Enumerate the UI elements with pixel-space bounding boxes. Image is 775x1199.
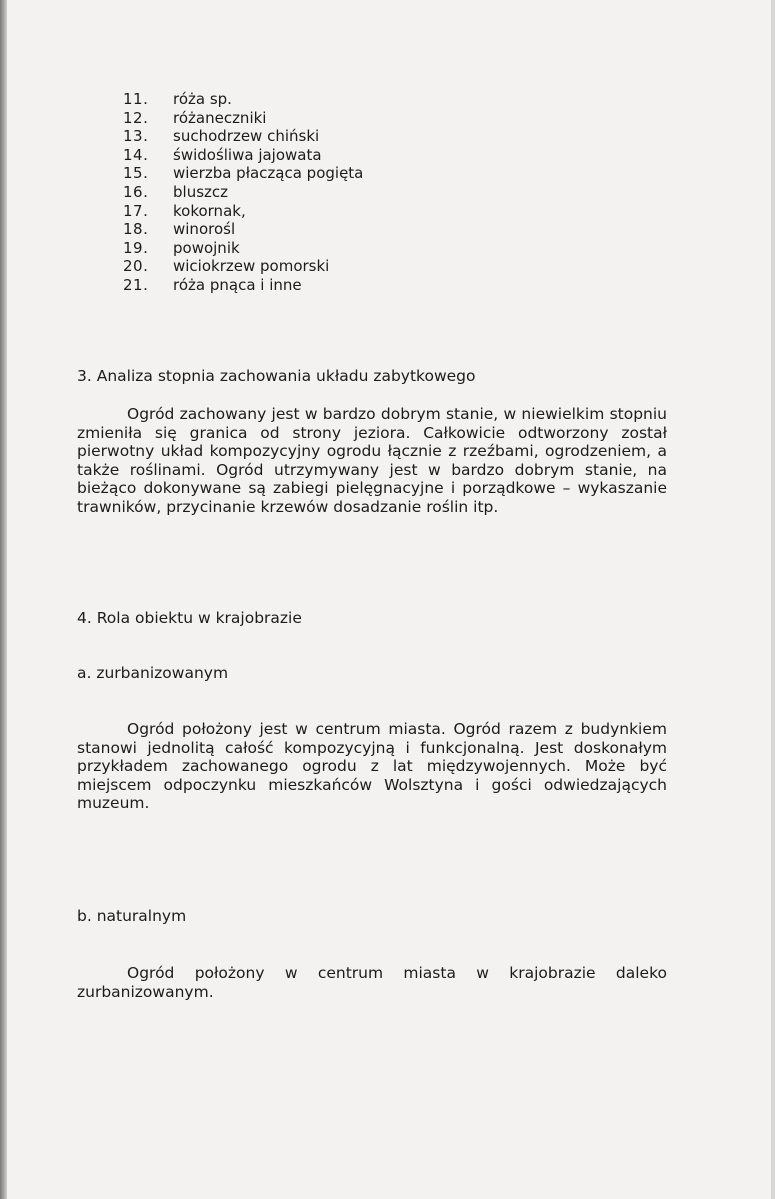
plant-name: powojnik: [173, 238, 240, 257]
list-number: 19.: [123, 238, 149, 257]
list-item: [123, 257, 363, 276]
list-item: [123, 220, 363, 239]
plant-name: winorośl: [173, 220, 236, 239]
plant-name: różaneczniki: [173, 108, 267, 127]
list-number: 21.: [123, 275, 149, 294]
page-edge-shadow: [0, 0, 7, 1199]
list-number: 17.: [123, 201, 149, 220]
plant-list: [123, 90, 363, 295]
list-number: 13.: [123, 127, 149, 146]
page-edge-right: [771, 0, 775, 1199]
plant-name: wierzba płacząca pogięta: [173, 164, 364, 183]
list-number: 15.: [123, 164, 149, 183]
plant-name: bluszcz: [173, 182, 229, 201]
subsection-a-heading: a. zurbanizowanym: [77, 664, 229, 682]
list-item: [123, 90, 363, 109]
list-item: [123, 164, 363, 183]
plant-name: świdośliwa jajowata: [173, 145, 322, 164]
subsection-b-heading: b. naturalnym: [77, 907, 187, 925]
list-number: 20.: [123, 257, 149, 276]
plant-name: róża sp.: [173, 90, 232, 108]
list-item: [123, 202, 363, 221]
list-item: [123, 183, 363, 202]
list-number: 16.: [123, 182, 149, 201]
section-3-heading: 3. Analiza stopnia zachowania układu zabytkowego: [77, 367, 476, 385]
list-number: 14.: [123, 145, 149, 164]
list-item: [123, 146, 363, 165]
section-3-paragraph: Ogród zachowany jest w bardzo dobrym stanie, w niewielkim stopniu zmieniła się granica od strony jeziora. Całkowicie odtworzony został pierwotny układ kompozycyjny ogrodu łącznie z rzeźbami, ogrodzeniem, a także roślinami. Ogród utrzymywany jest w bardzo dobrym stanie, na bieżąco dokonywane są zabiegi pielęgnacyjne i porządkowe – wykaszanie trawników, przycinanie krzewów dosadzanie roślin itp.: [77, 405, 667, 516]
list-number: 11.: [123, 90, 149, 108]
plant-name: róża pnąca i inne: [173, 275, 302, 294]
list-item: [123, 239, 363, 258]
plant-name: wiciokrzew pomorski: [173, 257, 330, 276]
subsection-a-paragraph: Ogród położony jest w centrum miasta. Ogród razem z budynkiem stanowi jednolitą całość kompozycyjną i funkcjonalną. Jest doskonałym przykładem zachowanego ogrodu z lat międzywojennych. Może być miejscem odpoczynku mieszkańców Wolsztyna i gości odwiedzających muzeum.: [77, 720, 667, 813]
subsection-b-paragraph: Ogród położony w centrum miasta w krajobrazie daleko zurbanizowanym.: [77, 964, 667, 1001]
list-item: [123, 127, 363, 146]
list-number: 18.: [123, 220, 149, 239]
plant-name: kokornak,: [173, 201, 246, 220]
plant-name: suchodrzew chiński: [173, 127, 320, 146]
list-item: [123, 109, 363, 128]
section-4-heading: 4. Rola obiektu w krajobrazie: [77, 609, 302, 627]
list-number: 12.: [123, 108, 149, 127]
list-item: [123, 276, 363, 295]
